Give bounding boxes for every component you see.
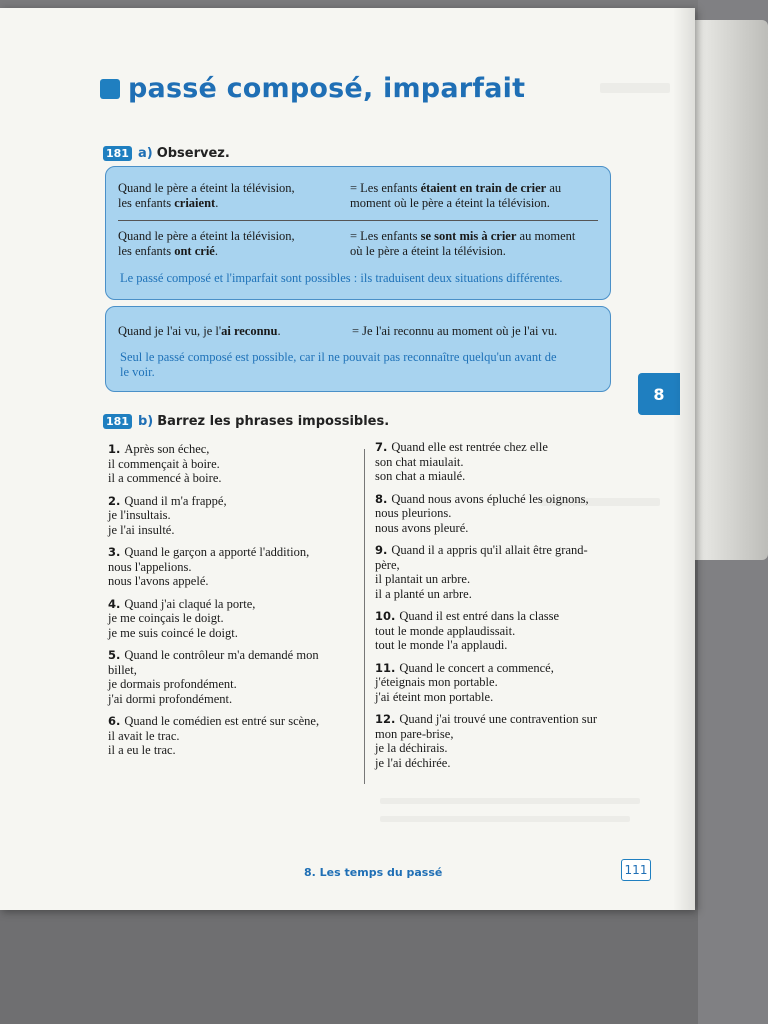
item-text: Quand il a appris qu'il allait être grand- [391, 543, 588, 557]
exercise-b-heading [103, 414, 389, 429]
text-span: = Les enfants [350, 229, 421, 243]
exercise-line[interactable]: billet, [108, 662, 137, 677]
exercise-item [375, 661, 635, 705]
item-number: 6. [108, 714, 125, 728]
exercise-item [375, 543, 635, 601]
text-line: moment où le père a éteint la télévision. [350, 196, 550, 210]
text-line [118, 196, 338, 211]
exercise-line [375, 440, 635, 455]
exercise-item [375, 609, 635, 653]
item-text: Quand le contrôleur m'a demandé mon [124, 648, 319, 662]
text-span: au moment [516, 229, 576, 243]
text-line: Seul le passé composé est possible, car il ne pouvait pas reconnaître quelqu'un avant de [120, 350, 557, 364]
page-title-group [100, 73, 525, 104]
bold-span: ai reconnu [221, 324, 278, 338]
example-2-left [118, 229, 338, 259]
text-line [350, 181, 590, 196]
exercise-line[interactable]: nous avons pleuré. [375, 520, 469, 535]
item-number: 1. [108, 442, 125, 456]
exercise-line [375, 661, 635, 676]
exercise-line[interactable]: son chat miaulait. [375, 454, 464, 469]
column-divider [364, 449, 365, 784]
bleed-through [600, 83, 670, 93]
exercise-line [108, 597, 358, 612]
item-text: Quand nous avons épluché les oignons, [391, 491, 589, 506]
text-line: Quand le père a éteint la télévision, [118, 229, 295, 243]
exercise-line [375, 492, 635, 507]
exercise-line[interactable]: père, [375, 557, 400, 572]
exercise-line[interactable]: nous l'avons appelé. [108, 574, 209, 588]
book-page [0, 8, 695, 910]
item-text: Quand j'ai trouvé une contravention sur [399, 712, 598, 726]
exercise-line[interactable]: je l'insultais. [108, 508, 171, 522]
exercise-a-heading [103, 146, 230, 161]
bold-span: ont crié [174, 244, 215, 258]
box-divider [118, 220, 598, 221]
exercise-column-left [108, 442, 358, 766]
exercise-item [108, 494, 358, 538]
chapter-tab: 8 [638, 373, 680, 415]
example-box-2 [105, 306, 611, 392]
exercise-line[interactable]: il a planté un arbre. [375, 586, 472, 601]
exercise-part: b) [137, 414, 154, 429]
text-line [350, 229, 590, 244]
text-span: . [277, 324, 281, 338]
bleed-through [380, 816, 630, 822]
exercise-line [108, 648, 358, 663]
exercise-column-right [375, 440, 635, 778]
text-line [118, 244, 338, 259]
example-1-left [118, 181, 338, 211]
exercise-line [108, 442, 358, 457]
item-number: 5. [108, 648, 125, 662]
exercise-badge: 181 [103, 414, 132, 429]
exercise-line[interactable]: son chat a miaulé. [375, 469, 466, 483]
item-text: Quand le comédien est entré sur scène, [124, 714, 320, 728]
exercise-line [375, 609, 635, 624]
exercise-line[interactable]: il plantait un arbre. [375, 572, 471, 586]
footer-chapter-title: 8. Les temps du passé [304, 866, 443, 879]
text-line: Quand le père a éteint la télévision, [118, 181, 295, 195]
exercise-item [375, 440, 635, 484]
bold-span: étaient en train de crier [420, 181, 547, 195]
exercise-line[interactable]: je me coinçais le doigt. [108, 611, 224, 625]
text-line: le voir. [120, 365, 155, 379]
text-span: . [214, 244, 218, 258]
example-box-1 [105, 166, 611, 300]
text-span: = Les enfants [350, 181, 421, 195]
exercise-item [108, 648, 358, 706]
exercise-line[interactable]: tout le monde l'a applaudi. [375, 638, 508, 652]
example-3-right: = Je l'ai reconnu au moment où je l'ai vu. [352, 324, 558, 338]
title-square-icon [100, 79, 120, 99]
example-2-right [350, 229, 590, 259]
rule-note: Le passé composé et l'imparfait sont possibles : ils traduisent deux situations différentes. [120, 271, 563, 285]
exercise-line [108, 714, 358, 729]
bold-span: se sont mis à crier [420, 229, 517, 243]
item-text: Quand le garçon a apporté l'addition, [124, 545, 310, 559]
exercise-item [108, 442, 358, 486]
exercise-item [108, 714, 358, 758]
exercise-line[interactable]: j'ai éteint mon portable. [375, 689, 494, 704]
exercise-line[interactable]: il avait le trac. [108, 728, 180, 743]
exercise-line [108, 545, 358, 560]
exercise-line [108, 494, 358, 509]
item-text: Après son échec, [124, 442, 210, 456]
page-number: 111 [621, 859, 651, 881]
item-text: Quand il m'a frappé, [124, 493, 227, 508]
item-number: 12. [375, 712, 400, 726]
exercise-line[interactable]: j'ai dormi profondément. [108, 691, 233, 706]
exercise-title: Observez. [156, 146, 230, 161]
text-span: les enfants [118, 244, 175, 258]
exercise-badge: 181 [103, 146, 132, 161]
exercise-line[interactable]: je me suis coincé le doigt. [108, 625, 238, 640]
item-number: 4. [108, 596, 125, 611]
exercise-line [375, 712, 635, 727]
text-span: . [215, 196, 219, 210]
item-number: 10. [375, 609, 400, 623]
exercise-line [375, 543, 635, 558]
item-number: 8. [375, 491, 392, 506]
exercise-line[interactable]: il a eu le trac. [108, 743, 176, 757]
item-text: Quand elle est rentrée chez elle [391, 440, 548, 454]
exercise-line[interactable]: j'éteignais mon portable. [375, 675, 498, 689]
exercise-part: a) [137, 146, 153, 161]
exercise-line[interactable]: nous l'appelions. [108, 559, 192, 574]
text-span: Quand je l'ai vu, je l' [118, 324, 222, 338]
exercise-line[interactable]: je l'ai déchirée. [375, 755, 451, 770]
exercise-title: Barrez les phrases impossibles. [157, 414, 390, 429]
example-1-right [350, 181, 590, 211]
item-number: 9. [375, 543, 392, 557]
page-title: passé composé, imparfait [128, 73, 526, 104]
item-number: 2. [108, 493, 125, 508]
rule-note [120, 350, 610, 380]
bleed-through [380, 798, 640, 804]
exercise-line[interactable]: je dormais profondément. [108, 677, 237, 691]
exercise-line[interactable]: il a commencé à boire. [108, 471, 222, 485]
item-text: Quand j'ai claqué la porte, [124, 596, 256, 611]
text-line: où le père a éteint la télévision. [350, 244, 506, 258]
bold-span: criaient [174, 196, 216, 210]
text-span: au [546, 181, 562, 195]
exercise-line[interactable]: je l'ai insulté. [108, 522, 175, 537]
item-text: Quand il est entré dans la classe [399, 609, 560, 623]
text-span: les enfants [118, 196, 175, 210]
exercise-line[interactable]: je la déchirais. [375, 741, 448, 755]
item-number: 3. [108, 545, 125, 559]
item-number: 7. [375, 440, 392, 454]
item-text: Quand le concert a commencé, [399, 660, 554, 675]
exercise-item [108, 597, 358, 641]
exercise-item [375, 712, 635, 770]
exercise-item [108, 545, 358, 589]
exercise-line[interactable]: nous pleurions. [375, 506, 452, 520]
exercise-item [375, 492, 635, 536]
exercise-line[interactable]: tout le monde applaudissait. [375, 623, 516, 638]
example-3-left [118, 324, 338, 339]
exercise-line[interactable]: mon pare-brise, [375, 726, 454, 741]
item-number: 11. [375, 660, 400, 675]
exercise-line[interactable]: il commençait à boire. [108, 456, 220, 471]
